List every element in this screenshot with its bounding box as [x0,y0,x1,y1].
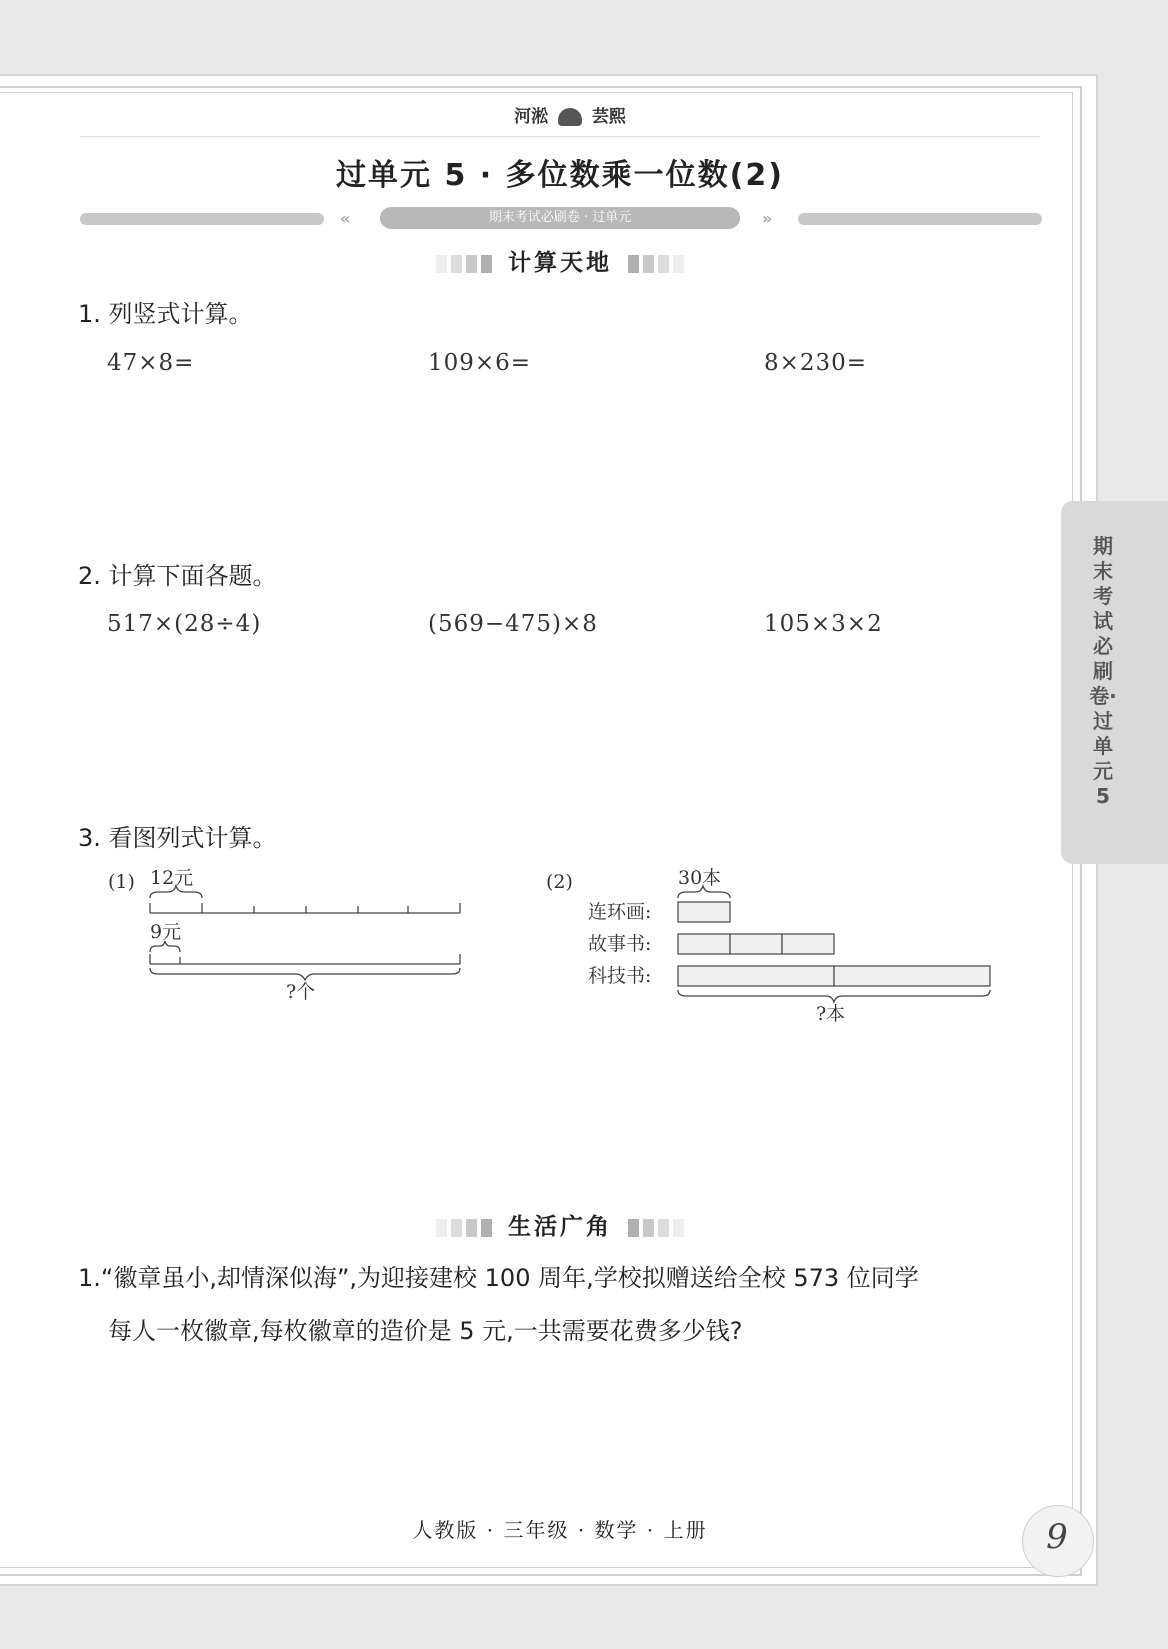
life-question-line-2: 每人一枚徽章,每枚徽章的造价是 5 元,一共需要花费多少钱? [108,1317,743,1345]
d2-bar-3 [834,966,990,986]
brand-right: 芸熙 [591,107,626,127]
d1-top-label: 12元 [150,868,194,889]
life-question-line-1: 1.“徽章虽小,却情深似海”,为迎接建校 100 周年,学校拟赠送给全校 573 位同学 [78,1264,919,1292]
d2-tag: (2) [546,871,573,893]
d2-bottom-label: ?本 [816,1003,846,1025]
d1-mid-label: 9元 [150,921,182,943]
page-title: 过单元 5 · 多位数乘一位数(2) [336,158,784,193]
d1-bottom-brace [150,968,460,980]
q1-label: 1. 列竖式计算。 [78,300,253,328]
page-number: 9 [1046,1517,1068,1557]
d2-bar-3 [678,966,834,986]
section-deco-left-icon [434,251,494,277]
header-divider [80,136,1040,137]
q2-expr-3: 105×3×2 [764,611,883,637]
d2-bar-1 [678,902,730,922]
ribbon-left-arrow-icon: « [340,209,351,228]
brand-header [470,102,670,136]
section-life-heading [0,1208,1120,1241]
side-tab-label: 期末考试必刷卷·过单元5 [1089,534,1117,808]
q2-label: 2. 计算下面各题。 [78,562,277,590]
d2-row2-label: 故事书: [588,933,652,955]
q2-expr-1: 517×(28÷4) [107,611,262,637]
section-life-title: 生活广角 [508,1214,612,1240]
brand-left: 河淞 [514,107,549,127]
q2-expr-2: (569−475)×8 [428,611,598,637]
q1-expr-3: 8×230= [764,350,868,376]
d1-tag: (1) [108,871,135,893]
footer-edition: 人教版 · 三年级 · 数学 · 上册 [412,1518,708,1542]
d2-bar-2 [782,934,834,954]
q1-expr-1: 47×8= [107,350,195,376]
q3-diagram-1 [100,868,480,1008]
ribbon-right-bar [798,213,1042,225]
q3-diagram-2 [540,868,1000,1028]
d2-row3-label: 科技书: [588,965,652,987]
d2-bottom-brace [678,990,990,1002]
d2-bar-2 [678,934,730,954]
section-deco-right-icon [626,251,686,277]
d1-bottom-label: ?个 [286,981,316,1003]
d2-row1-label: 连环画: [588,901,652,923]
ribbon-right-arrow-icon: » [762,209,773,228]
q3-label: 3. 看图列式计算。 [78,824,277,852]
ribbon-label: 期末考试必刷卷 · 过单元 [380,207,740,229]
section-calc-title: 计算天地 [508,250,612,276]
brand-logo-icon [558,108,582,126]
section-deco-left-icon [434,1215,494,1241]
section-deco-right-icon [626,1215,686,1241]
ribbon-left-bar [80,213,324,225]
q1-expr-2: 109×6= [428,350,532,376]
d2-bar-2 [730,934,782,954]
d2-top-label: 30本 [678,868,722,889]
section-calc-heading [0,244,1120,277]
